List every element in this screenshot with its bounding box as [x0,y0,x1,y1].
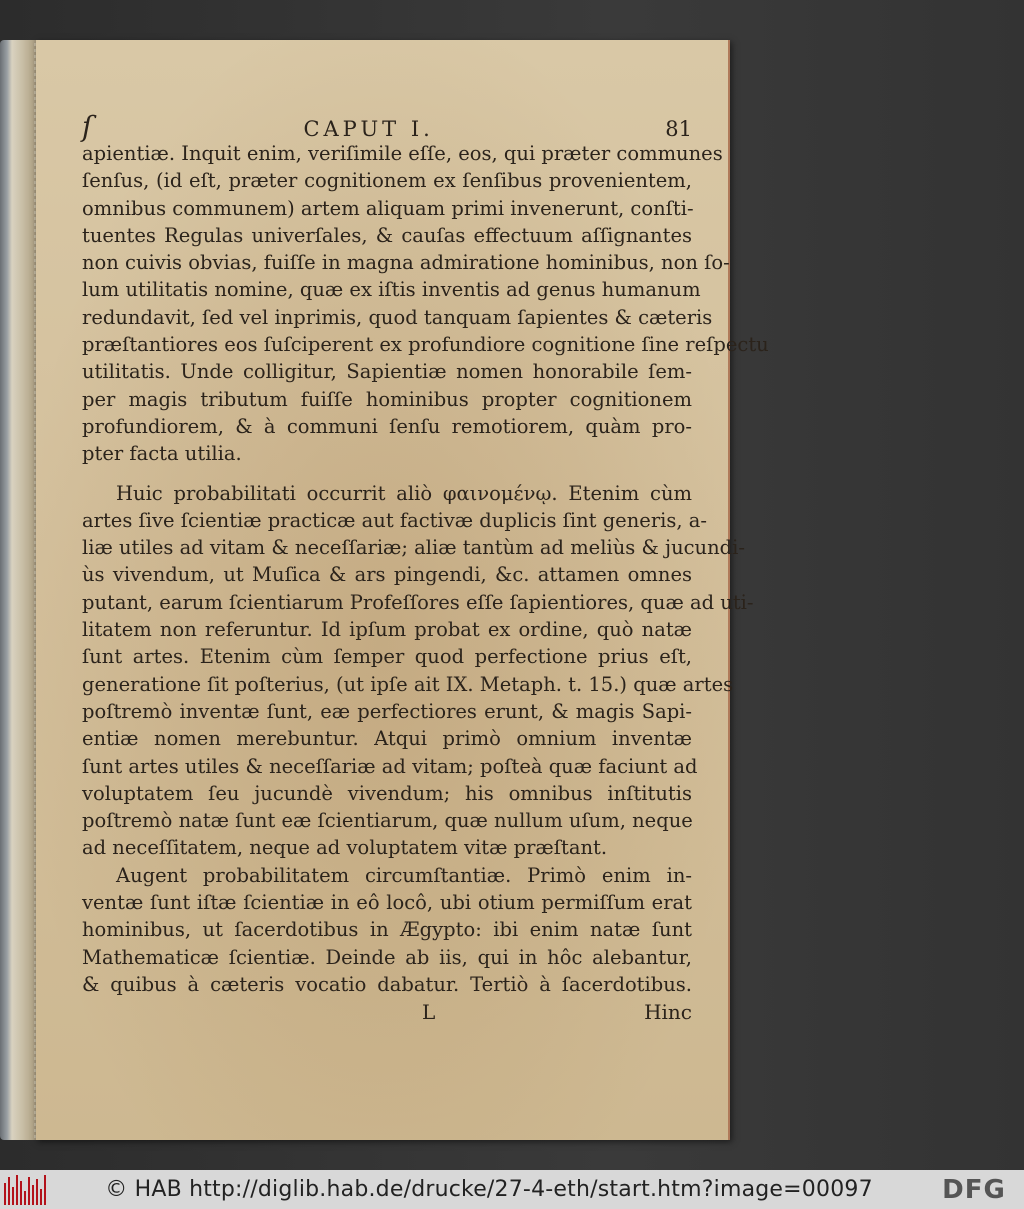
text-line: putant, earum ſcientiarum Profeſſores eſſe ſapientiores, quæ ad uti- [82,590,754,614]
text-line: ad neceſſitatem, neque ad voluptatem vitæ præſtant. [82,836,608,860]
source-url-text[interactable]: © HAB http://diglib.hab.de/drucke/27-4-eth/start.htm?image=00097 [105,1177,873,1202]
text-line: omnibus communem) artem aliquam primi invenerunt, conſti- [82,196,694,220]
hab-logo-bar [12,1187,14,1205]
text-line: litatem non referuntur. Id ipſum probat ex ordine, quò natæ [82,618,692,642]
initial-letter-mark: ſ [82,110,93,143]
text-line: apientiæ. Inquit enim, veriſimile eſſe, eos, qui præter communes [82,142,723,165]
hab-logo-bar [44,1175,46,1205]
hab-logo-icon[interactable] [4,1175,48,1205]
hab-logo-bar [16,1175,18,1205]
text-line: ùs vivendum, ut Muſica & ars pingendi, &c. attamen omnes [82,563,692,587]
text-line: per magis tributum fuiſſe hominibus propter cognitionem [82,387,692,411]
paragraph-gap [82,468,692,480]
page-footer [82,998,692,1026]
text-line: & quibus à cæteris vocatio dabatur. Tertiò à ſacerdotibus. [82,972,692,996]
text-line: præſtantiores eos ſuſciperent ex profundiore cognitione ſine reſpectu [82,333,769,357]
text-line: poſtremò natæ ſunt eæ ſcientiarum, quæ nullum uſum, neque [82,809,693,833]
hab-logo-bar [40,1189,42,1205]
running-header [82,110,692,143]
text-line: Augent probabilitatem circumſtantiæ. Primò enim in- [116,863,692,887]
text-line: artes ſive ſcientiæ practicæ aut factivæ duplicis ſint generis, a- [82,508,707,532]
hab-logo-bar [36,1179,38,1205]
hab-logo-bar [24,1191,26,1205]
text-line: non cuivis obvias, fuiſſe in magna admiratione hominibus, non ſo- [82,251,730,275]
text-line: profundiorem, & à communi ſenſu remotiorem, quàm pro- [82,414,692,438]
hab-logo-bar [8,1177,10,1205]
hab-logo-bar [4,1183,6,1205]
hab-logo-bar [28,1177,30,1205]
text-line: hominibus, ut ſacerdotibus in Ægypto: ibi enim natæ ſunt [82,918,692,942]
page-text-block [82,110,769,1026]
text-line: ſunt artes utiles & neceſſariæ ad vitam; poſteà quæ faciunt ad [82,754,698,778]
text-line: tuentes Regulas univerſales, & cauſas effectuum aſſignantes [82,223,692,247]
text-line: poſtremò inventæ ſunt, eæ perfectiores erunt, & magis Sapi- [82,699,692,723]
text-line: lum utilitatis nomine, quæ ex iſtis inventis ad genus humanum [82,278,701,302]
hab-logo-bar [20,1181,22,1205]
text-line: entiæ nomen merebuntur. Atqui primò omnium inventæ [82,727,692,751]
hab-logo-bar [32,1185,34,1205]
text-line: Mathematicæ ſcientiæ. Deinde ab iis, qui in hôc alebantur, [82,945,692,969]
page-number: 81 [665,117,692,141]
chapter-title: CAPUT I. [303,117,434,141]
body-lines [82,140,769,998]
book-edge [0,40,40,1140]
text-line: ſenſus, (id eſt, præter cognitionem ex ſenſibus provenientem, [82,169,692,193]
text-line: pter facta utilia. [82,442,242,466]
book-page [36,40,769,1140]
text-line: generatione ſit poſterius, (ut ipſe ait IX. Metaph. t. 15.) quæ artes [82,672,734,696]
text-line: voluptatem ſeu jucundè vivendum; his omnibus inſtitutis [82,781,692,805]
text-line: ventæ ſunt iſtæ ſcientiæ in eô locô, ubi otium permiſſum erat [82,891,692,915]
text-line: ſunt artes. Etenim cùm ſemper quod perfectione prius eſt, [82,645,692,669]
catchword: Hinc [644,1000,692,1025]
text-line: Huic probabilitati occurrit aliò φαινομένῳ. Etenim cùm [116,481,692,505]
footer-bar [0,1170,1024,1209]
text-line: redundavit, ſed vel inprimis, quod tanquam ſapientes & cæteris [82,305,713,329]
signature-mark: L [422,1000,436,1025]
text-line: utilitatis. Unde colligitur, Sapientiæ nomen honorabile ſem- [82,360,692,384]
dfg-logo-icon[interactable]: DFG [942,1174,1006,1205]
text-line: liæ utiles ad vitam & neceſſariæ; aliæ tantùm ad meliùs & jucundi- [82,536,745,560]
